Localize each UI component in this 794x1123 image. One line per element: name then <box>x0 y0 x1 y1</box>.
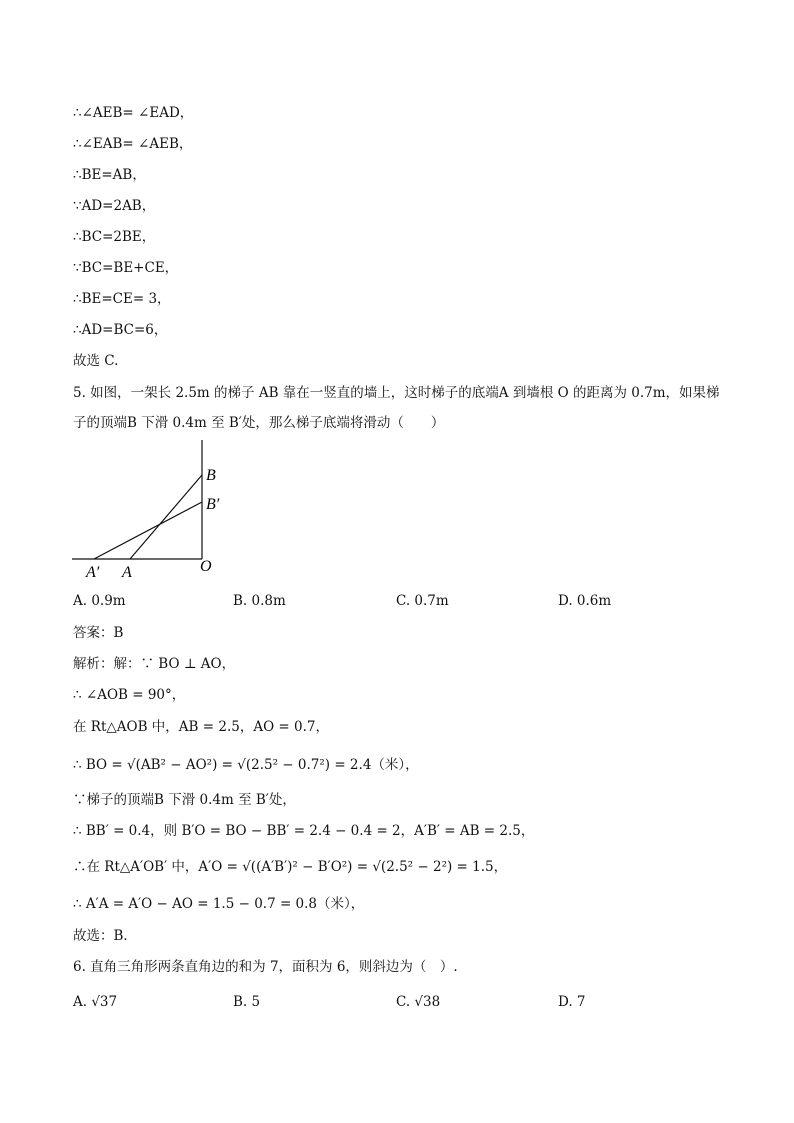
option-b: B. 0.8m <box>233 593 286 609</box>
answer-label: 答案：B <box>73 625 124 641</box>
label-a-prime: A′ <box>86 564 100 580</box>
solution-line: ∴ ∠AOB = 90°， <box>73 687 186 703</box>
text-line: ∴∠AEB= ∠EAD， <box>73 105 194 121</box>
option-c: C. 0.7m <box>396 593 449 609</box>
solution-line: 在 Rt△AOB 中，AB = 2.5，AO = 0.7， <box>73 719 330 735</box>
solution-line: ∴ BO = √(AB² − AO²) = √(2.5² − 0.7²) = 2.4（米）， <box>73 757 419 773</box>
text-line: 故选 C. <box>73 353 119 369</box>
ladder-a1b1 <box>94 502 202 559</box>
solution-line: 故选：B． <box>73 928 137 944</box>
solution-line: 解析：解：∵ BO ⊥ AO， <box>73 656 236 672</box>
option-d: D. 0.6m <box>558 593 612 609</box>
solution-line: ∴ A′A = A′O − AO = 1.5 − 0.7 = 0.8（米）， <box>73 896 365 912</box>
label-b: B <box>206 467 216 484</box>
solution-line: ∴在 Rt△A′OB′ 中，A′O = √((A′B′)² − B′O²) = √(2.5² − 2²) = 1.5， <box>73 859 508 875</box>
label-a: A <box>122 564 132 580</box>
solution-line: ∴ BB′ = 0.4，则 B′O = BO − BB′ = 2.4 − 0.4 = 2，A′B′ = AB = 2.5， <box>73 823 535 839</box>
option-c: C. √38 <box>396 994 441 1010</box>
text-line: ∴BC=2BE， <box>73 229 156 245</box>
option-b: B. 5 <box>233 994 261 1010</box>
question-6-stem: 6. 直角三角形两条直角边的和为 7，面积为 6，则斜边为（ ）. <box>73 959 458 975</box>
option-d: D. 7 <box>558 994 586 1010</box>
solution-line: ∵梯子的顶端B 下滑 0.4m 至 B′处， <box>73 792 296 808</box>
text-line: ∴∠EAB= ∠AEB， <box>73 136 193 152</box>
question-5-line2: 子的顶端B 下滑 0.4m 至 B′处，那么梯子底端将滑动（ ） <box>73 415 445 431</box>
label-o: O <box>200 558 212 575</box>
text-line: ∵AD=2AB， <box>73 198 156 214</box>
ladder-figure <box>72 440 232 580</box>
text-line: ∴BE=CE= 3， <box>73 291 171 307</box>
question-5-line1: 5. 如图，一架长 2.5m 的梯子 AB 靠在一竖直的墙上，这时梯子的底端A 到墙根 O 的距离为 0.7m，如果梯 <box>73 385 720 401</box>
option-a: A. √37 <box>73 994 118 1010</box>
label-b-prime: B′ <box>206 496 220 513</box>
option-a: A. 0.9m <box>73 593 126 609</box>
text-line: ∴BE=AB， <box>73 167 146 183</box>
text-line: ∴AD=BC=6， <box>73 322 168 338</box>
ladder-ab <box>130 475 202 559</box>
text-line: ∵BC=BE+CE， <box>73 260 179 276</box>
